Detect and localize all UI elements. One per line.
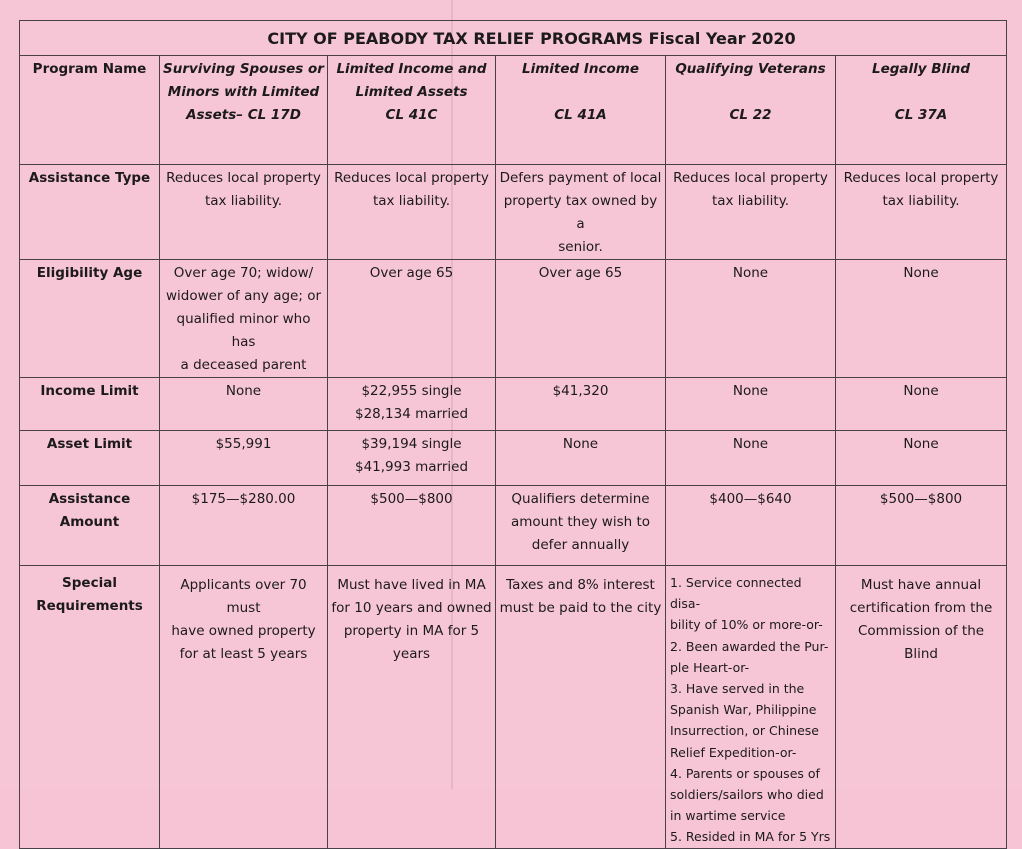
cell-text-line: tax liability. xyxy=(711,193,790,209)
cell-text-line: for at least 5 years xyxy=(179,646,308,662)
cell-text-line: Relief Expedition-or- xyxy=(670,744,797,760)
cell-text-line: Over age 65 xyxy=(538,265,623,281)
assistance-amount-cell xyxy=(836,486,1007,566)
special-requirements-row xyxy=(20,566,1007,849)
asset-limit-cell xyxy=(836,431,1007,486)
cell-text-line: 2. Been awarded the Pur- xyxy=(670,638,829,654)
cell-text-line: Taxes and 8% interest xyxy=(506,577,655,593)
asset-limit-cell xyxy=(160,431,328,486)
program-name-cell xyxy=(328,56,496,165)
cell-text-line: Reduces local property xyxy=(843,170,999,186)
cell-text-line: Must have annual xyxy=(860,577,982,593)
assistance-amount-cell xyxy=(666,486,836,566)
cell-text-line: amount they wish to xyxy=(510,514,651,530)
cell-text-line: widower of any age; or xyxy=(165,288,322,304)
cell-text-line: None xyxy=(732,265,769,281)
program-name-cell xyxy=(496,56,666,165)
assistance-type-cell xyxy=(160,165,328,260)
cell-text-line: senior. xyxy=(558,239,603,255)
asset-limit-cell xyxy=(496,431,666,486)
cell-text-line: must be paid to the city xyxy=(499,600,662,616)
cell-text-line: Over age 65 xyxy=(369,265,454,281)
cell-text-line: None xyxy=(562,436,599,452)
program-name-line: Limited Income and xyxy=(336,61,487,77)
program-name-line: Surviving Spouses or xyxy=(163,61,324,77)
cell-text-line: Reduces local property xyxy=(673,170,828,186)
cell-text-line: bility of 10% or more-or- xyxy=(670,617,823,633)
cell-text-line: Spanish War, Philippine xyxy=(670,702,817,718)
income-limit-cell xyxy=(160,378,328,431)
cell-text-line: tax liability. xyxy=(204,193,283,209)
cell-text-line: property tax owned by a xyxy=(503,193,658,232)
special-requirements-cell xyxy=(328,566,496,849)
cell-text-line: Commission of the Blind xyxy=(857,623,985,662)
eligibility-age-cell xyxy=(328,260,496,378)
row-header-program-name: Program Name xyxy=(20,56,160,165)
income-limit-cell xyxy=(496,378,666,431)
cell-text-line: ple Heart-or- xyxy=(670,659,750,675)
assistance-amount-cell xyxy=(160,486,328,566)
cell-text-line: 1. Service connected disa- xyxy=(670,575,802,612)
row-header-special-requirements xyxy=(20,566,160,849)
cell-text-line: Must have lived in MA xyxy=(337,577,486,593)
cell-text-line: $55,991 xyxy=(215,436,272,452)
cell-text-line: certification from the xyxy=(849,600,993,616)
assistance-amount-cell xyxy=(328,486,496,566)
cell-text-line: $41,993 married xyxy=(354,459,469,475)
special-requirements-cell xyxy=(666,566,836,849)
program-law-code: CL 41C xyxy=(385,107,438,123)
eligibility-age-row xyxy=(20,260,1007,378)
eligibility-age-cell xyxy=(836,260,1007,378)
program-name-cell xyxy=(666,56,836,165)
assistance-type-cell xyxy=(496,165,666,260)
cell-text-line: $22,955 single xyxy=(361,383,462,399)
cell-text-line: $400—$640 xyxy=(709,491,792,507)
row-header-assistance-type: Assistance Type xyxy=(20,165,160,260)
cell-text-line: $41,320 xyxy=(552,383,609,399)
cell-text-line: $39,194 single xyxy=(361,436,462,452)
cell-text-line: Insurrection, or Chinese xyxy=(670,723,819,739)
program-name-line: Assets– CL 17D xyxy=(186,107,301,123)
cell-text-line: None xyxy=(732,383,769,399)
cell-text-line: have owned property xyxy=(171,623,316,639)
cell-text-line: Reduces local property xyxy=(334,170,489,186)
cell-text-line: soldiers/sailors who died xyxy=(670,787,824,803)
income-limit-cell xyxy=(666,378,836,431)
cell-text-line: 5. Resided in MA for 5 Yrs xyxy=(670,829,831,845)
cell-text-line: Reduces local property xyxy=(166,170,321,186)
assistance-type-cell xyxy=(836,165,1007,260)
special-requirements-cell xyxy=(160,566,328,849)
cell-text-line: tax liability. xyxy=(372,193,451,209)
cell-text-line: years xyxy=(392,646,431,662)
cell-text-line: property in MA for 5 xyxy=(343,623,480,639)
tax-relief-table xyxy=(19,20,1007,849)
assistance-type-cell xyxy=(328,165,496,260)
cell-text-line: $500—$800 xyxy=(370,491,453,507)
eligibility-age-cell xyxy=(666,260,836,378)
special-requirements-cell xyxy=(836,566,1007,849)
cell-text-line: Defers payment of local xyxy=(499,170,662,186)
program-name-line: Qualifying Veterans xyxy=(675,61,826,77)
asset-limit-cell xyxy=(328,431,496,486)
program-name-line: Limited Income xyxy=(521,61,640,77)
asset-limit-row xyxy=(20,431,1007,486)
special-requirements-cell xyxy=(496,566,666,849)
row-header-income-limit: Income Limit xyxy=(20,378,160,431)
cell-text-line: None xyxy=(903,383,939,399)
program-name-line: Limited Assets xyxy=(355,84,468,100)
row-header-asset-limit: Asset Limit xyxy=(20,431,160,486)
cell-text-line: a deceased parent xyxy=(180,357,307,373)
eligibility-age-cell xyxy=(496,260,666,378)
program-name-cell xyxy=(160,56,328,165)
row-header-assistance-amount: Assistance Amount xyxy=(20,486,160,566)
assistance-type-cell xyxy=(666,165,836,260)
assistance-type-row xyxy=(20,165,1007,260)
cell-text-line: None xyxy=(903,436,939,452)
program-law-code: CL 37A xyxy=(894,107,948,123)
eligibility-age-cell xyxy=(160,260,328,378)
income-limit-cell xyxy=(836,378,1007,431)
cell-text-line: $28,134 married xyxy=(354,406,469,422)
cell-text-line: for 10 years and owned xyxy=(331,600,492,616)
income-limit-cell xyxy=(328,378,496,431)
asset-limit-cell xyxy=(666,431,836,486)
program-name-row xyxy=(20,56,1007,165)
cell-text-line: 3. Have served in the xyxy=(670,681,805,697)
cell-text-line: None xyxy=(903,265,939,281)
row-header-special-line: Special xyxy=(62,575,117,591)
program-name-line: Minors with Limited xyxy=(167,84,320,100)
cell-text-line: $500—$800 xyxy=(879,491,963,507)
cell-text-line: Applicants over 70 must xyxy=(180,577,307,616)
program-law-code: CL 22 xyxy=(729,107,772,123)
cell-text-line: defer annually xyxy=(531,537,630,553)
row-header-special-line: Requirements xyxy=(36,598,143,614)
program-name-line: Legally Blind xyxy=(871,61,971,77)
income-limit-row xyxy=(20,378,1007,431)
program-name-cell xyxy=(836,56,1007,165)
assistance-amount-cell xyxy=(496,486,666,566)
cell-text-line: None xyxy=(225,383,262,399)
cell-text-line: None xyxy=(732,436,769,452)
cell-text-line: 4. Parents or spouses of xyxy=(670,765,820,781)
table-title: CITY OF PEABODY TAX RELIEF PROGRAMS Fiscal Year 2020 xyxy=(20,21,1007,56)
cell-text-line: qualified minor who has xyxy=(176,311,311,350)
cell-text-line: Qualifiers determine xyxy=(511,491,650,507)
cell-text-line: Over age 70; widow/ xyxy=(173,265,314,281)
cell-text-line: $175—$280.00 xyxy=(191,491,296,507)
assistance-amount-row xyxy=(20,486,1007,566)
cell-text-line: in wartime service xyxy=(670,808,786,824)
row-header-eligibility-age: Eligibility Age xyxy=(20,260,160,378)
program-law-code: CL 41A xyxy=(554,107,607,123)
cell-text-line: tax liability. xyxy=(882,193,960,209)
